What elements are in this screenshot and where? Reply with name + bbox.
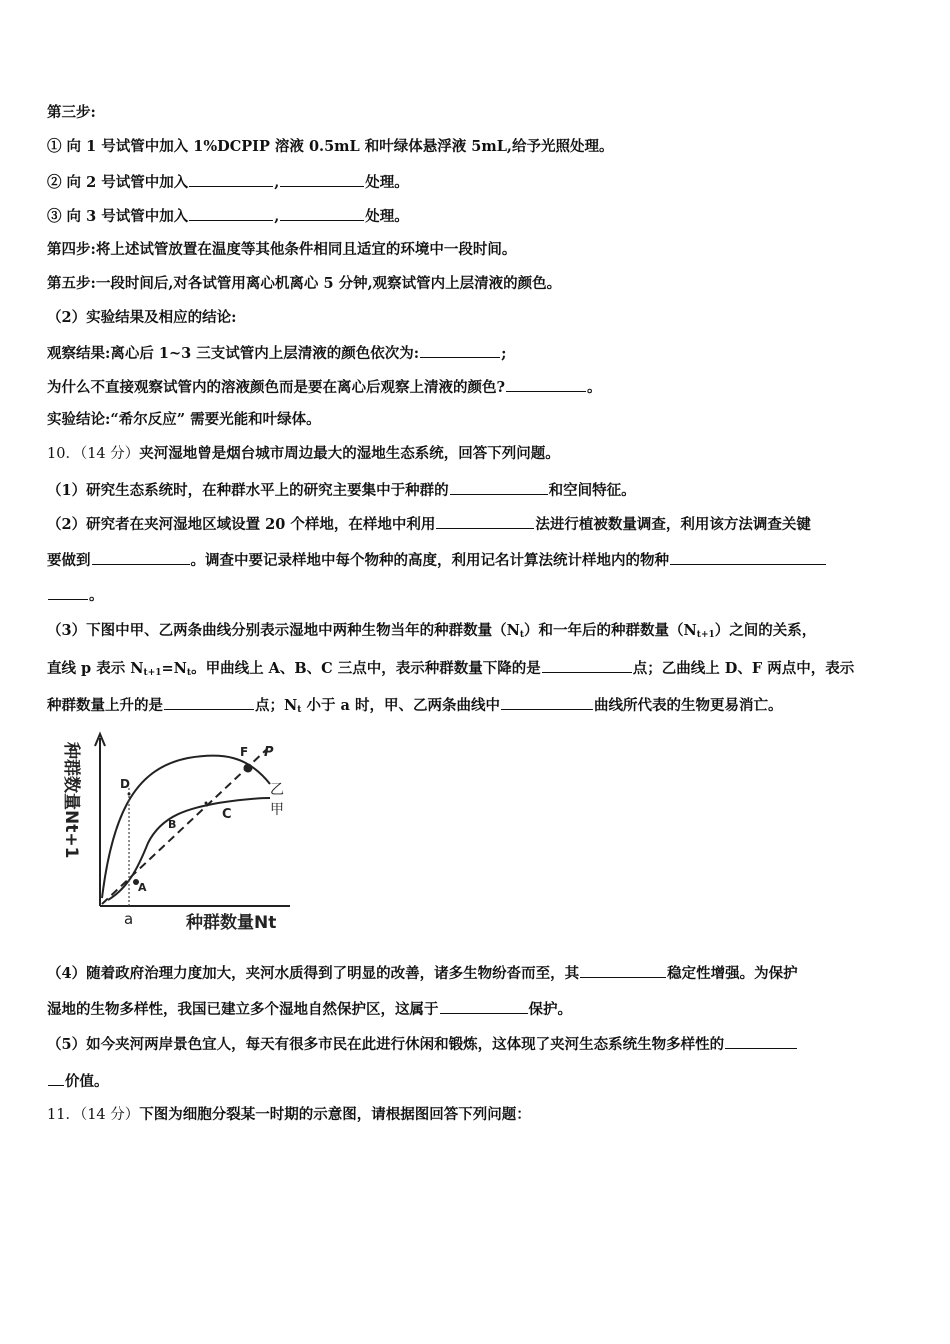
answer-blank[interactable] [164,694,254,710]
answer-blank[interactable] [501,694,593,710]
results-why: 为什么不直接观察试管内的溶液颜色而是要在离心后观察上清液的颜色? 。 [47,376,602,398]
answer-blank[interactable] [280,205,364,221]
step3-item2: ② 向 2 号试管中加入 , 处理。 [47,171,409,193]
q10-part5-cont: 价值。 [47,1070,109,1092]
q10-stem: 10．（14 分）夹河湿地曾是烟台城市周边最大的湿地生态系统，回答下列问题。 [47,445,560,462]
answer-blank[interactable] [670,549,826,565]
label-D: D [120,777,130,791]
answer-blank[interactable] [725,1033,797,1049]
step5: 第五步:一段时间后,对各试管用离心机离心 5 分钟,观察试管内上层清液的颜色。 [47,275,562,292]
q10-part5: （5）如今夹河两岸景色宜人，每天有很多市民在此进行休闲和锻炼，这体现了夹河生态系统生物多样性的 [47,1033,798,1055]
label-F: F [240,745,249,759]
label-C: C [222,807,232,822]
answer-blank[interactable] [280,171,364,187]
q11-stem: 11．（14 分）下图为细胞分裂某一时期的示意图，请根据图回答下列问题： [47,1106,531,1123]
q10-part2: （2）研究者在夹河湿地区域设置 20 个样地，在样地中利用 法进行植被数量调查，利用该方法调查关键 [47,513,811,535]
label-yi: 乙 [270,782,284,798]
point-C-marker [205,802,208,805]
q10-part4-cont: 湿地的生物多样性，我国已建立多个湿地自然保护区，这属于 保护。 [47,998,572,1020]
answer-blank[interactable] [542,657,632,673]
answer-blank[interactable] [48,584,88,600]
answer-blank[interactable] [420,342,500,358]
series-jia-curve [108,798,270,900]
answer-blank[interactable] [189,171,273,187]
x-tick-a: a [124,910,134,928]
step3-title: 第三步: [47,104,96,121]
answer-blank[interactable] [506,376,586,392]
step3-item1: ① 向 1 号试管中加入 1%DCPIP 溶液 0.5mL 和叶绿体悬浮液 5mL,给予光照处理。 [47,138,614,155]
q10-part2-cont: 要做到 。调查中要记录样地中每个物种的高度，利用记名计算法统计样地内的物种 [47,549,827,571]
step4: 第四步:将上述试管放置在温度等其他条件相同且适宜的环境中一段时间。 [47,241,517,258]
q10-part3-line2: 直线 p 表示 $N_{t+1}=N_t$。甲曲线上 A、B、C 三点中，表示种群数量下降的是 点；乙曲线上 D、F 两点中，表示 [47,657,854,683]
answer-blank[interactable] [436,513,534,529]
q10-part1: （1）研究生态系统时，在种群水平上的研究主要集中于种群的 和空间特征。 [47,479,636,501]
q10-part4: （4）随着政府治理力度加大，夹河水质得到了明显的改善，诸多生物纷沓而至，其 稳定性增强。为保护 [47,962,798,984]
answer-blank[interactable] [48,1070,64,1086]
step3-item3: ③ 向 3 号试管中加入 , 处理。 [47,205,409,227]
results-title: （2）实验结果及相应的结论: [47,309,237,326]
point-F [244,764,253,773]
series-p-line [102,750,266,904]
results-observe: 观察结果:离心后 1~3 三支试管内上层清液的颜色依次为: ; [47,342,507,364]
results-conclusion: 实验结论:“希尔反应” 需要光能和叶绿体。 [47,411,321,428]
answer-blank[interactable] [92,549,190,565]
q10-part2-end: 。 [47,584,104,606]
x-axis-label: 种群数量Nt [186,913,277,933]
y-axis-label: 种群数量Nt+1 [61,742,81,859]
answer-blank[interactable] [440,998,528,1014]
point-D [128,793,131,796]
answer-blank[interactable] [450,479,548,495]
label-jia: 甲 [270,802,284,818]
population-curve-chart [58,728,328,940]
answer-blank[interactable] [580,962,666,978]
label-p-line: P [264,745,274,760]
label-A: A [138,881,147,894]
answer-blank[interactable] [189,205,273,221]
label-B: B [168,818,177,831]
q10-part3-line3: 种群数量上升的是 点；$N_t$ 小于 a 时，甲、乙两条曲线中 曲线所代表的生物更易消亡。 [47,694,782,720]
q10-part3: （3）下图中甲、乙两条曲线分别表示湿地中两种生物当年的种群数量$(N_t)$和一年后的种群数量$(N_{t+1})$之间的关系， [47,622,817,640]
